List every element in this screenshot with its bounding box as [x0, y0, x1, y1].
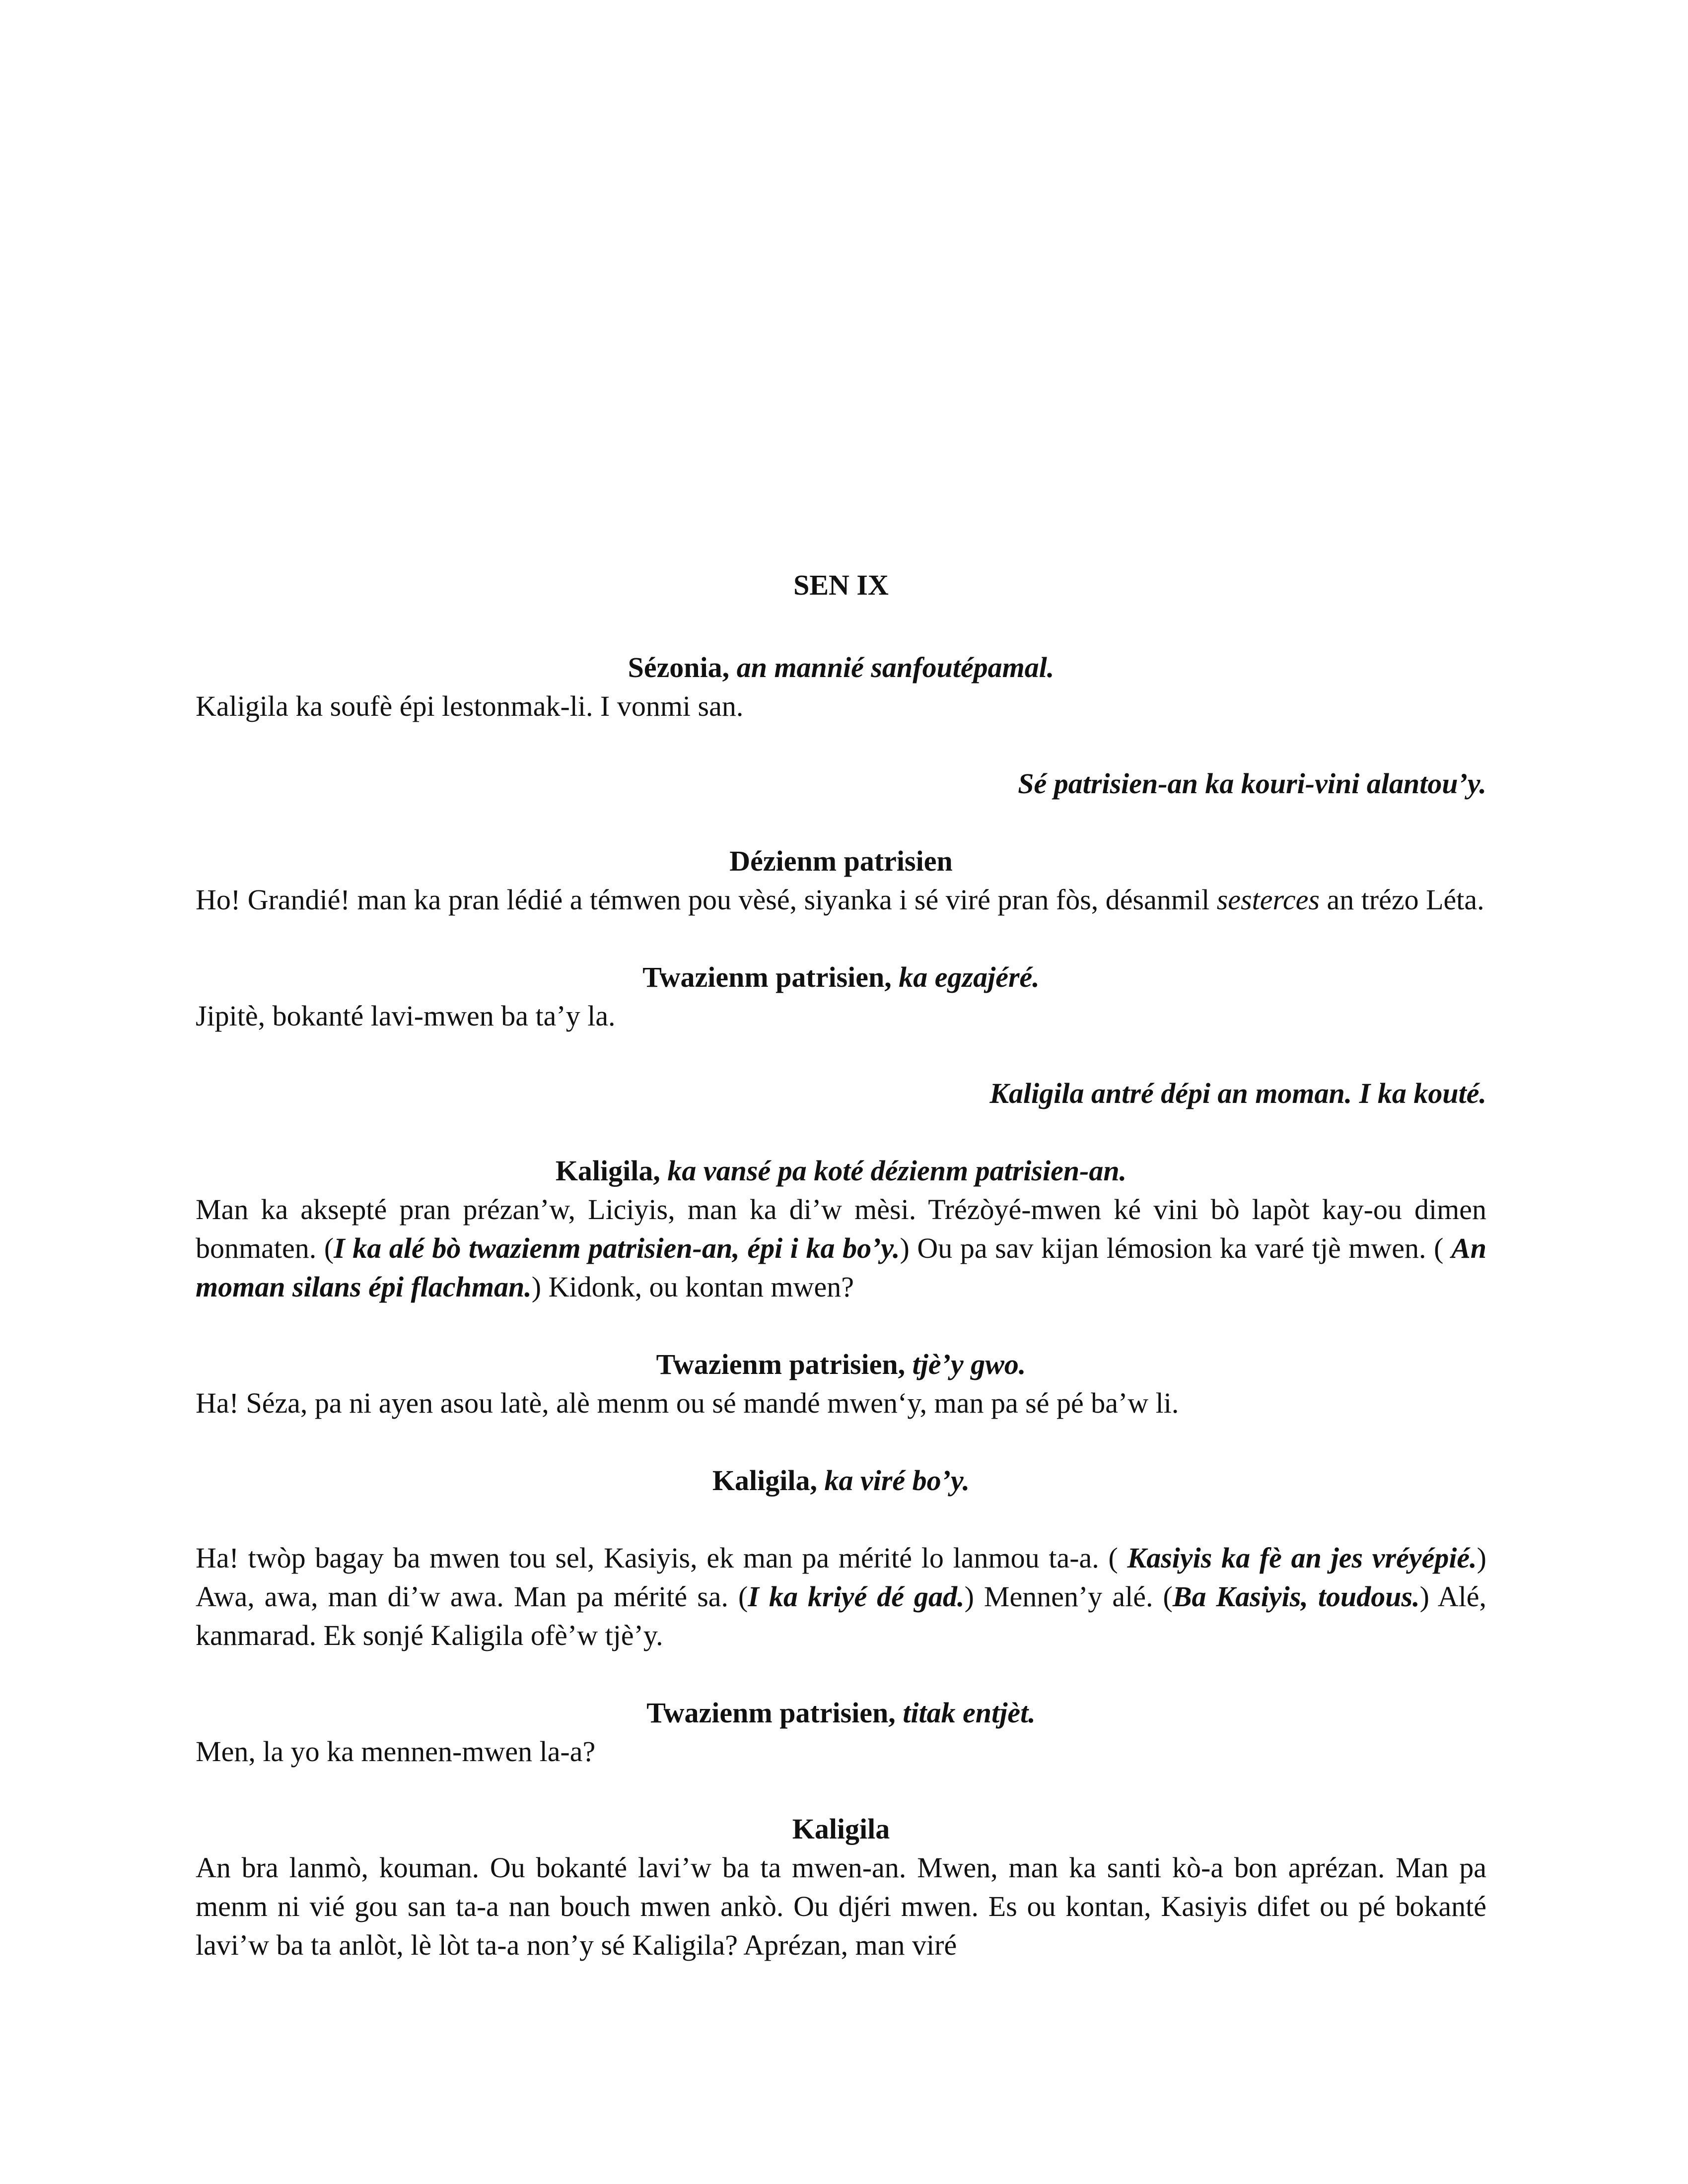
speaker-line: [196, 958, 1486, 997]
speaker-name: Twazienm patrisien,: [656, 1348, 906, 1380]
speaker-name: Kaligila,: [712, 1464, 817, 1497]
speech-text: ) Ou pa sav kijan lémosion ka varé tjè mwen. (: [900, 1232, 1452, 1264]
speech: [196, 1190, 1486, 1306]
speech: [196, 881, 1486, 919]
stage-manner: ka vansé pa koté dézienm patrisien-an.: [667, 1155, 1127, 1187]
speaker-name: Twazienm patrisien,: [646, 1697, 896, 1729]
speech-text: Man ka aksepté pran prézan’w, Liciyis, man ka di’w mèsi. Trézòyé-mwen ké vini bò lapòt kay-ou dimen bonmaten. (: [196, 1193, 1486, 1264]
speaker-line: [196, 842, 1486, 881]
inline-direction: An moman silans épi flachman.: [196, 1232, 1487, 1303]
speech: Kaligila ka soufè épi lestonmak-li. I vonmi san.: [196, 690, 744, 722]
speech: An bra lanmò, kouman. Ou bokanté lavi’w ba ta mwen-an. Mwen, man ka santi kò-a bon aprézan. Man pa menm ni vié gou san ta-a nan bouch mwen ankò. Ou djéri mwen. Es ou kontan, Kasiyis difet ou pé bokanté lavi’w ba ta anlòt, lè lòt ta-a non’y sé Kaligila? Aprézan, man viré: [196, 1851, 1486, 1961]
speaker-name: Kaligila: [792, 1813, 890, 1845]
inline-direction: I ka kriyé dé gad.: [748, 1580, 965, 1613]
inline-direction: Ba Kasiyis, toudous.: [1172, 1580, 1420, 1613]
speech-text: Ha! twòp bagay ba mwen tou sel, Kasiyis, ek man pa mérité lo lanmou ta-a. (: [196, 1542, 1127, 1574]
speaker-name: Kaligila,: [555, 1155, 660, 1187]
speaker-name: Twazienm patrisien,: [642, 961, 892, 993]
speaker-line: [196, 1345, 1486, 1384]
speech-text: an trézo Léta.: [1319, 884, 1484, 916]
stage-direction: Sé patrisien-an ka kouri-vini alantou’y.: [1018, 767, 1486, 800]
speech: Jipitè, bokanté lavi-mwen ba ta’y la.: [196, 1000, 616, 1032]
speech-text: ) Mennen’y alé. (: [964, 1580, 1173, 1613]
scene-title: SEN IX: [793, 569, 889, 601]
speech: Ha! Séza, pa ni ayen asou latè, alè menm ou sé mandé mwen‘y, man pa sé pé ba’w li.: [196, 1387, 1179, 1419]
speaker-name: Sézonia,: [628, 651, 730, 683]
play-page: [196, 566, 1486, 1965]
stage-manner: tjè’y gwo.: [912, 1348, 1026, 1380]
stage-direction: Kaligila antré dépi an moman. I ka kouté.: [989, 1077, 1486, 1109]
stage-manner: an mannié sanfoutépamal.: [736, 651, 1055, 683]
stage-manner: ka viré bo’y.: [824, 1464, 970, 1497]
speech-text: ) Kidonk, ou kontan mwen?: [531, 1271, 854, 1303]
speaker-line: [196, 1461, 1486, 1500]
stage-manner: ka egzajéré.: [899, 961, 1040, 993]
inline-direction: Kasiyis ka fè an jes vréyépié.: [1127, 1542, 1477, 1574]
speaker-line: [196, 1810, 1486, 1848]
speech-text: ) Alé, kanmarad. Ek sonjé Kaligila ofè’w tjè’y.: [196, 1580, 1486, 1651]
speaker-name: Dézienm patrisien: [729, 845, 953, 877]
speech-italic: sesterces: [1216, 884, 1320, 916]
inline-direction: I ka alé bò twazienm patrisien-an, épi i ka bo’y.: [334, 1232, 900, 1264]
speech: [196, 1539, 1486, 1655]
speaker-line: [196, 648, 1486, 687]
stage-manner: titak entjèt.: [903, 1697, 1036, 1729]
speaker-line: [196, 1152, 1486, 1190]
speech-text: ) Awa, awa, man di’w awa. Man pa mérité sa. (: [196, 1542, 1486, 1613]
speech-text: Ho! Grandié! man ka pran lédié a témwen pou vèsé, siyanka i sé viré pran fòs, désanmil: [196, 884, 1210, 916]
speech: Men, la yo ka mennen-mwen la-a?: [196, 1735, 596, 1768]
speaker-line: [196, 1694, 1486, 1732]
